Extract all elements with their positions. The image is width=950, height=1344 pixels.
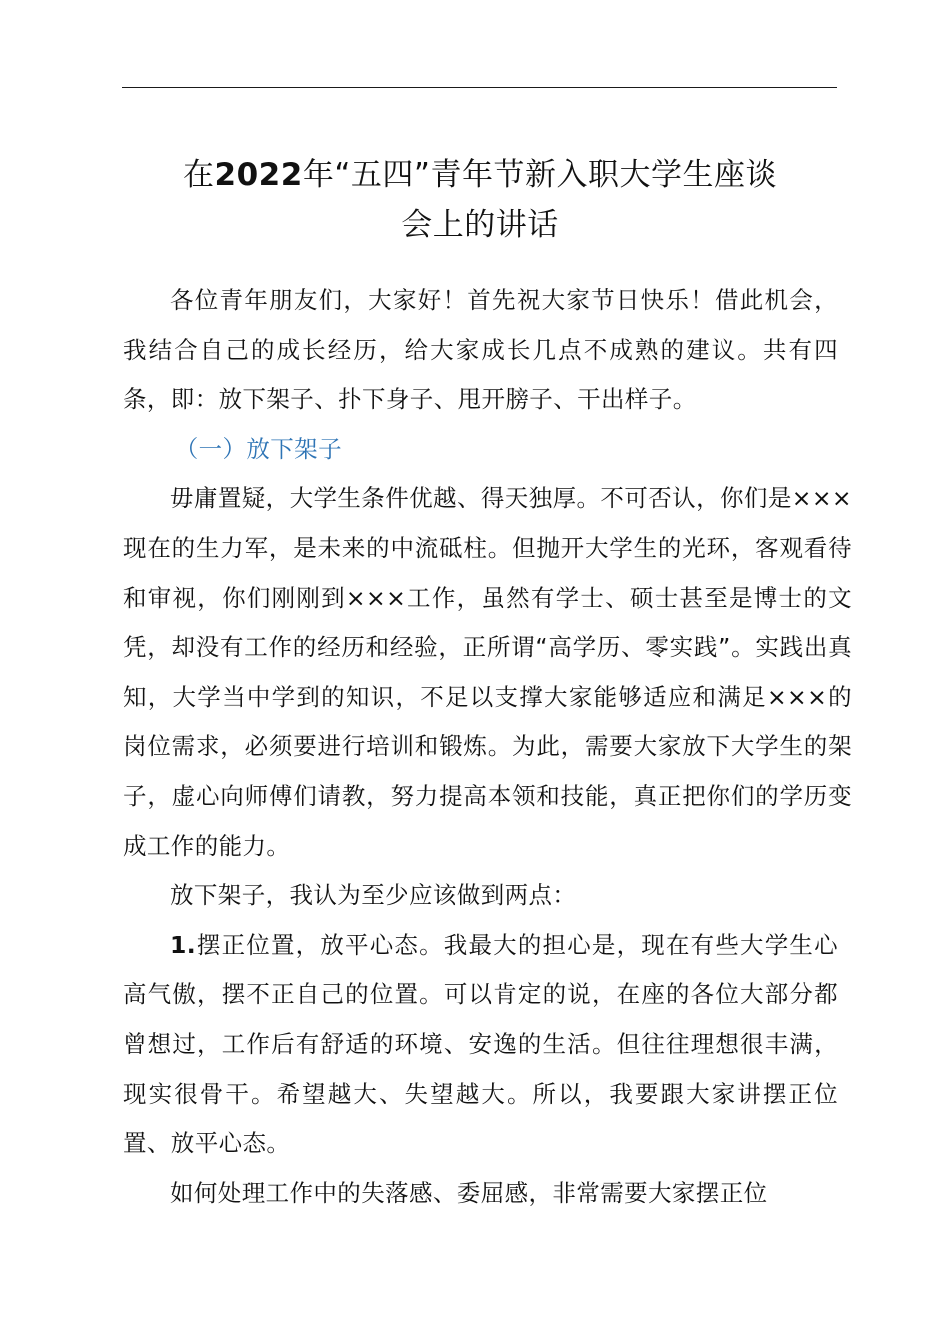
title-line-2: 会上的讲话 bbox=[401, 207, 559, 243]
section-heading-1: （一）放下架子 bbox=[174, 434, 342, 463]
header-rule bbox=[122, 87, 837, 88]
title-prefix: 在 bbox=[183, 157, 215, 193]
paragraph-body-2: 放下架子，我认为至少应该做到两点： bbox=[170, 881, 577, 910]
paragraph-body-1: 毋庸置疑，大学生条件优越、得天独厚。不可否认，你们是×××现在的生力军，是未来的中流砥柱。但抛开大学生的光环，客观看待和审视，你们刚刚到×××工作，虽然有学士、硕士甚至是博士的文凭，却没有工作的经历和经验，正所谓“高学历、零实践”。实践出真知，大学当中学到的知识，不足以支撑大家能够适应和满足×××的岗位需求，必须要进行培训和锻炼。为此，需要大家放下大学生的架子，虚心向师傅们请教，努力提高本领和技能，真正把你们的学历变成工作的能力。 bbox=[123, 484, 852, 860]
title-line-1 bbox=[100, 150, 860, 200]
paragraph-greeting: 各位青年朋友们，大家好！首先祝大家节日快乐！借此机会，我结合自己的成长经历，给大家成长几点不成熟的建议。共有四条，即：放下架子、扑下身子、甩开膀子、干出样子。 bbox=[123, 286, 838, 414]
paragraph-body-3 bbox=[123, 921, 838, 1169]
title-year: 2022 bbox=[214, 157, 303, 193]
title-rest: 年“五四”青年节新入职大学生座谈 bbox=[302, 157, 777, 193]
paragraph-body-4: 如何处理工作中的失落感、委屈感，非常需要大家摆正位 bbox=[170, 1178, 768, 1207]
document-title bbox=[100, 150, 860, 250]
document-body bbox=[123, 276, 852, 1218]
list-number: 1. bbox=[170, 930, 197, 959]
paragraph-body-3-text: 摆正位置，放平心态。我最大的担心是，现在有些大学生心高气傲，摆不正自己的位置。可以肯定的说，在座的各位大部分都曾想过，工作后有舒适的环境、安逸的生活。但往往理想很丰满，现实很骨干。希望越大、失望越大。所以，我要跟大家讲摆正位置、放平心态。 bbox=[123, 930, 838, 1158]
